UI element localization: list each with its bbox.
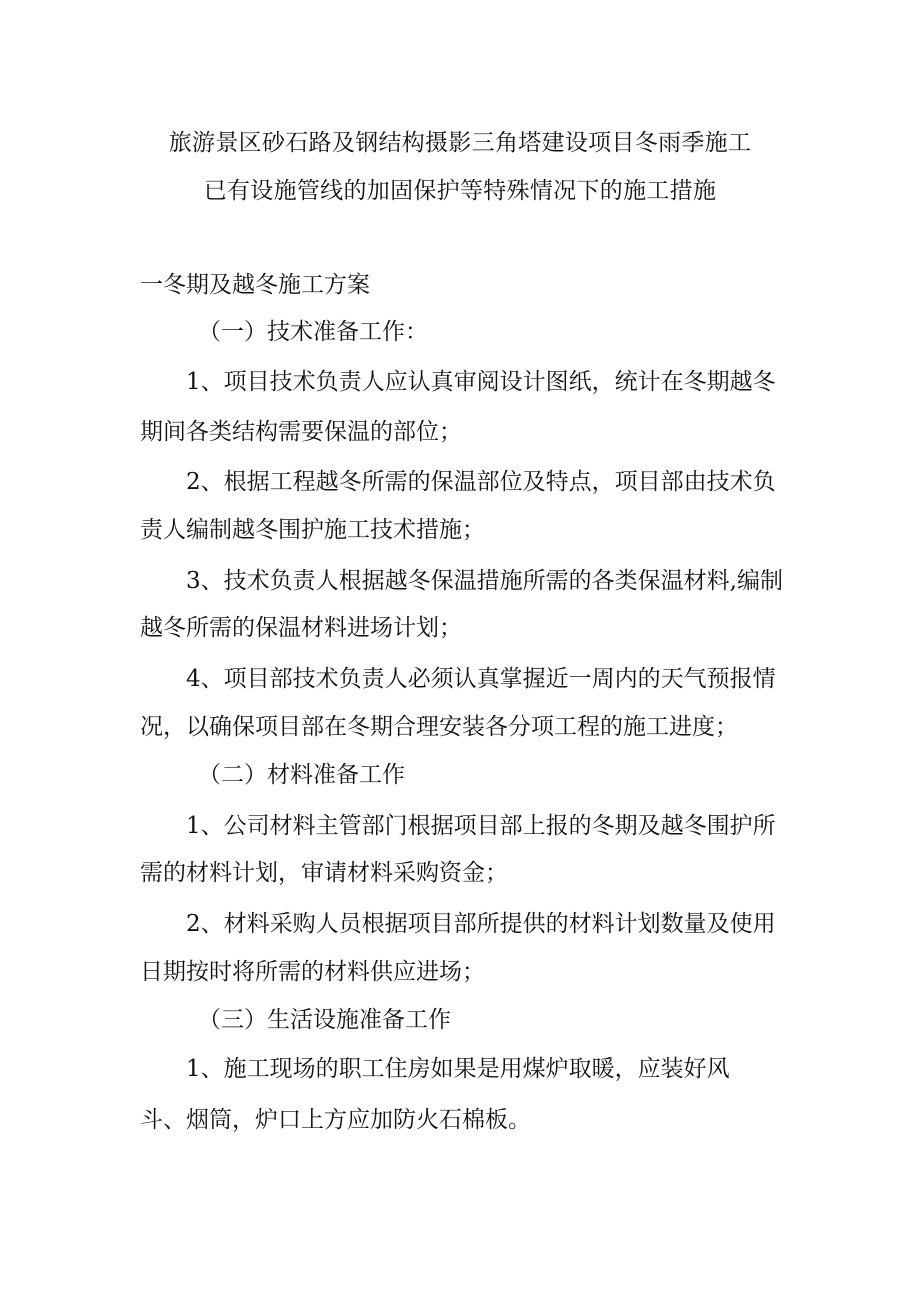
technical-item-4-line-2: 况，以确保项目部在冬期合理安装各分项工程的施工进度； — [140, 714, 738, 740]
materials-item-2-line-1: 2、材料采购人员根据项目部所提供的材料计划数量及使用 — [186, 911, 776, 937]
technical-item-1-line-2: 期间各类结构需要保温的部位； — [140, 419, 462, 445]
document-title-line-1: 旅游景区砂石路及钢结构摄影三角塔建设项目冬雨季施工 — [168, 130, 752, 156]
technical-item-2-line-1: 2、根据工程越冬所需的保温部位及特点，项目部由技术负 — [186, 469, 776, 495]
subsection-heading-materials: （二）材料准备工作 — [198, 762, 405, 788]
document-title-line-2: 已有设施管线的加固保护等特殊情况下的施工措施 — [203, 178, 717, 204]
technical-item-1-line-1: 1、项目技术负责人应认真审阅设计图纸，统计在冬期越冬 — [186, 369, 776, 395]
materials-item-2-line-2: 日期按时将所需的材料供应进场； — [140, 959, 485, 985]
materials-item-1-line-1: 1、公司材料主管部门根据项目部上报的冬期及越冬围护所 — [186, 813, 776, 839]
living-item-1-line-2: 斗、烟筒，炉口上方应加防火石棉板。 — [140, 1107, 531, 1133]
technical-item-2-line-2: 责人编制越冬围护施工技术措施； — [140, 517, 485, 543]
subsection-heading-technical: （一）技术准备工作： — [198, 319, 428, 345]
technical-item-4-line-1: 4、项目部技术负责人必须认真掌握近一周内的天气预报情 — [186, 666, 776, 692]
subsection-heading-living-facilities: （三）生活设施准备工作 — [198, 1007, 451, 1033]
materials-item-1-line-2: 需的材料计划，审请材料采购资金； — [140, 860, 508, 886]
technical-item-3-line-2: 越冬所需的保温材料进场计划； — [140, 615, 462, 641]
technical-item-3-line-1: 3、技术负责人根据越冬保温措施所需的各类保温材料,编制 — [186, 568, 783, 594]
section-heading-winter: 一冬期及越冬施工方案 — [140, 272, 370, 298]
living-item-1-line-1: 1、施工现场的职工住房如果是用煤炉取暖，应装好风 — [186, 1056, 730, 1082]
